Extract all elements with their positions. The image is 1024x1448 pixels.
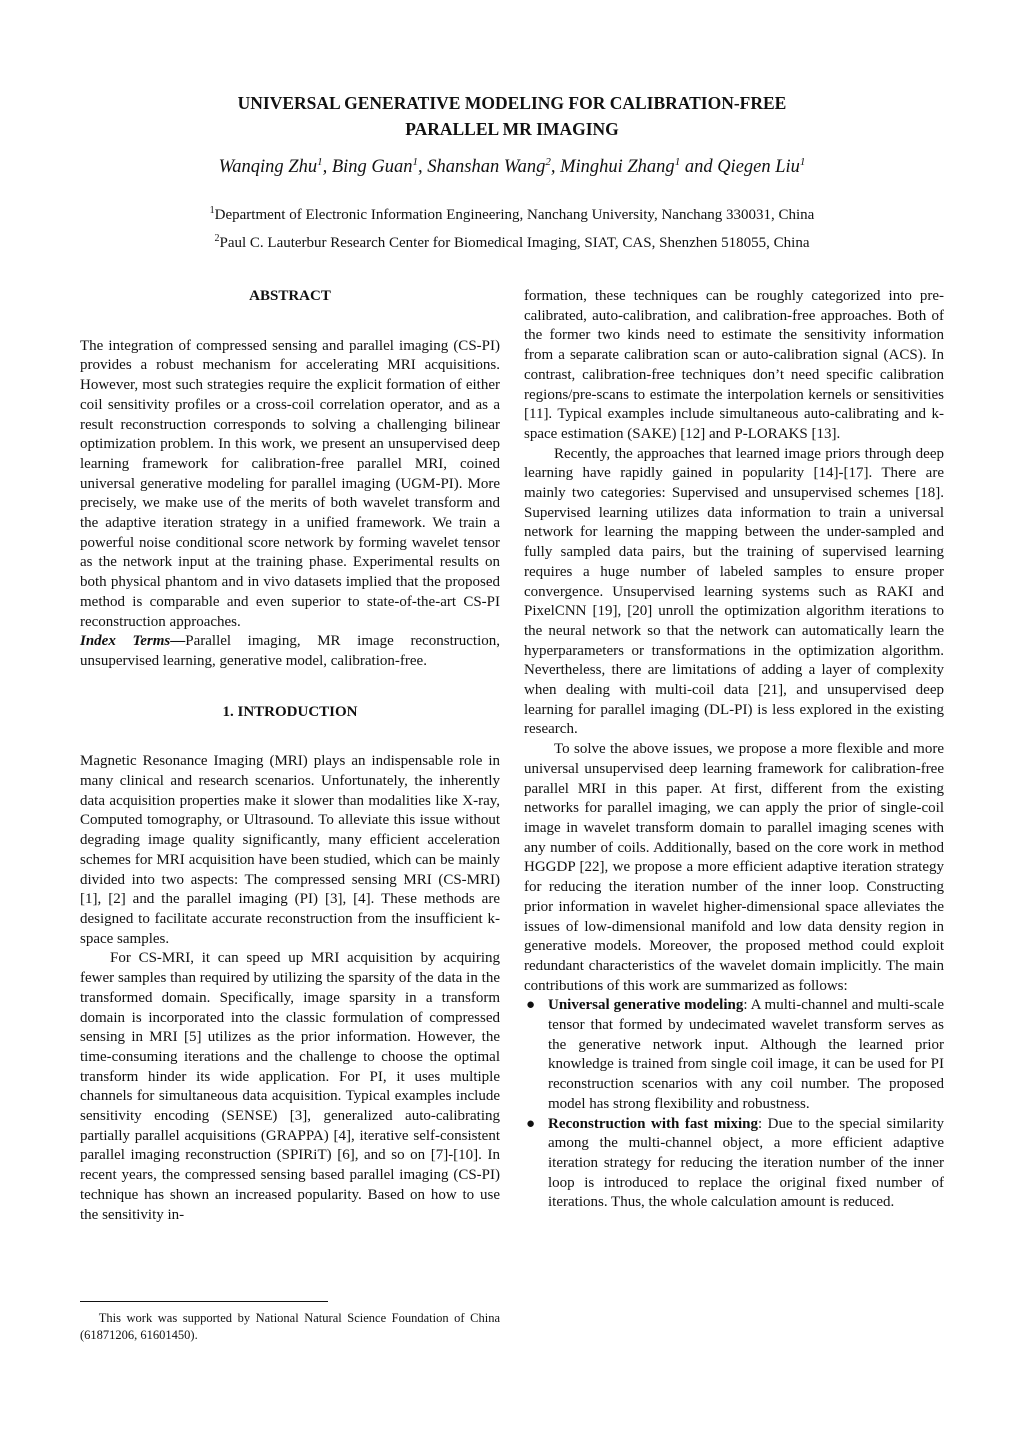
- right-paragraph-1: formation, these techniques can be roughly categorized into pre-calibrated, auto-calibration, and calibration-free approaches. Both of the former two kinds need to estimate the sensitivity information from a separate calibration scan or auto-calibration signal (ACS). In contrast, calibration-free techniques don’t need specific calibration regions/pre-scans to estimate the interpolation kernels or sensitivities [11]. Typical examples include simultaneous auto-calibrating and k-space estimation (SAKE) [12] and P-LORAKS [13].: [524, 288, 944, 442]
- affiliation-2: $^2$Paul C. Lauterbur Research Center for Biomedical Imaging, SIAT, CAS, Shenzhen 518055, China: [214, 233, 810, 251]
- right-column: [524, 287, 944, 1213]
- list-item: [524, 996, 944, 1114]
- author: Bing Guan$^1$,: [331, 156, 428, 178]
- affiliation-1: $^1$Department of Electronic Information Engineering, Nanchang University, Nanchang 330031, China: [209, 205, 815, 223]
- author-list: [0, 156, 1024, 178]
- title-line-1: UNIVERSAL GENERATIVE MODELING FOR CALIBRATION-FREE: [237, 93, 787, 113]
- author: Qiegen Liu$^1$: [717, 156, 806, 178]
- paper-title: [0, 90, 1024, 142]
- left-column: [80, 287, 500, 1225]
- abstract-text: The integration of compressed sensing and parallel imaging (CS-PI) provides a robust mechanism for accelerating MRI acquisitions. However, most such strategies require the explicit formation of either coil sensitivity profiles or a cross-coil correlation operator, and as a result reconstruction corresponds to solving a challenging bilinear optimization problem. In this work, we present an unsupervised deep learning framework for calibration-free parallel MRI, coined universal generative modeling for parallel imaging (UGM-PI). More precisely, we make use of the merits of both wavelet transform and the adaptive iteration strategy in a unified framework. We train a powerful noise conditional score network by forming wavelet tensor as the network input at the training phase. Experimental results on both physical phantom and in vivo datasets implied that the proposed method is comparable and even superior to state-of-the-art CS-PI reconstruction approaches.: [80, 337, 500, 630]
- contribution-title: Universal generative modeling: [548, 997, 744, 1014]
- right-paragraph-3: To solve the above issues, we propose a more flexible and more universal unsupervised deep learning framework for calibration-free parallel MRI in this paper. At first, different from the existing networks for parallel imaging, we can apply the prior of single-coil image in wavelet transform domain to parallel imaging scenes with any number of coils. Additionally, based on the core work in method HGGDP [22], we propose a more efficient adaptive iteration strategy for reducing the iteration number of the inner loop. Constructing prior information in wavelet higher-dimensional space alleviates the issues of low-dimensional manifold and low data density region in generative models. Moreover, the proposed method could exploit redundant characteristics of the wavelet domain implicitly. The main contributions of this work are summarized as follows:: [524, 741, 944, 994]
- intro-paragraph-1: Magnetic Resonance Imaging (MRI) plays an indispensable role in many clinical and research scenarios. Unfortunately, the inherently data acquisition properties make it slower than modalities like X-ray, Computed tomography, or Ultrasound. To alleviate this issue without degrading image quality significantly, many efficient acceleration schemes for MRI acquisition have been studied, which can be mainly divided into two aspects: The compressed sensing MRI (CS-MRI) [1], [2] and the parallel imaging (PI) [3], [4]. These methods are designed to facilitate accurate reconstruction from the insufficient k-space samples.: [80, 753, 500, 947]
- index-terms: Index Terms—Parallel imaging, MR image reconstruction, unsupervised learning, generative model, calibration-free.: [80, 633, 500, 669]
- author: Minghui Zhang$^1$ and: [560, 156, 718, 178]
- title-line-2: PARALLEL MR IMAGING: [405, 119, 619, 139]
- bullet-icon: ●: [526, 997, 536, 1014]
- bullet-icon: ●: [526, 1115, 536, 1132]
- contribution-text: : Due to the special similarity among the multi-channel object, a more efficient adaptive iteration strategy for reducing the iteration number of the inner loop is introduced to replace the original fixed number of iterations. Thus, the whole calculation amount is reduced.: [548, 1115, 944, 1211]
- footnote: This work was supported by National Natural Science Foundation of China (61871206, 61601450).: [80, 1311, 500, 1342]
- intro-heading: 1. INTRODUCTION: [222, 703, 358, 720]
- author: Shanshan Wang$^2$,: [427, 156, 561, 178]
- abstract-heading: ABSTRACT: [249, 288, 331, 304]
- list-item: [524, 1115, 944, 1214]
- right-paragraph-2: Recently, the approaches that learned image priors through deep learning have rapidly gained in popularity [14]-[17]. There are mainly two categories: Supervised and unsupervised schemes [18]. Supervised learning utilizes data information to train a universal network for learning the mapping between the under-sampled and fully sampled data pairs, but the training of supervised learning requires a huge number of labeled samples to ensure proper convergence. Unsupervised learning systems such as RAKI and PixelCNN [19], [20] unroll the optimization algorithm iterations to the neural network so that the network can automatically learn the hyperparameters or transformations in the optimization algorithm. Nevertheless, there are limitations of adding a layer of complexity when dealing with multi-coil data [21], and unsupervised deep learning for parallel imaging (DL-PI) is less explored in the existing research.: [524, 445, 944, 738]
- author: Wanqing Zhu$^1$,: [218, 156, 332, 178]
- intro-paragraph-2: For CS-MRI, it can speed up MRI acquisition by acquiring fewer samples than required by utilizing the sparsity of the data in the transformed domain. Specifically, image sparsity in a transform domain is incorporated into the classic formulation of compressed sensing in MRI [5] utilizes as the prior information. However, the time-consuming iterations and the challenge to choose the optimal transform hinder its wide application. For PI, it uses multiple channels for simultaneous data acquisition. Typical examples include sensitivity encoding (SENSE) [3], generalized auto-calibrating partially parallel acquisitions (GRAPPA) [4], iterative self-consistent parallel imaging reconstruction (SPIRiT) [6], and so on [7]-[10]. In recent years, the compressed sensing based parallel imaging (CS-PI) technique has shown an increased popularity. Based on how to use the sensitivity in-: [80, 950, 500, 1223]
- footnote-divider: [80, 1301, 328, 1302]
- contribution-title: Reconstruction with fast mixing: [548, 1115, 758, 1132]
- contributions-list: [524, 996, 944, 1213]
- index-terms-label: Index Terms: [80, 633, 171, 650]
- contribution-text: : A multi-channel and multi-scale tensor that formed by undecimated wavelet transform serves as the generative network input. Although the learned prior knowledge is trained from single coil image, it can be used for PI reconstruction scenarios with any coil number. The proposed model has strong flexibility and robustness.: [548, 997, 944, 1112]
